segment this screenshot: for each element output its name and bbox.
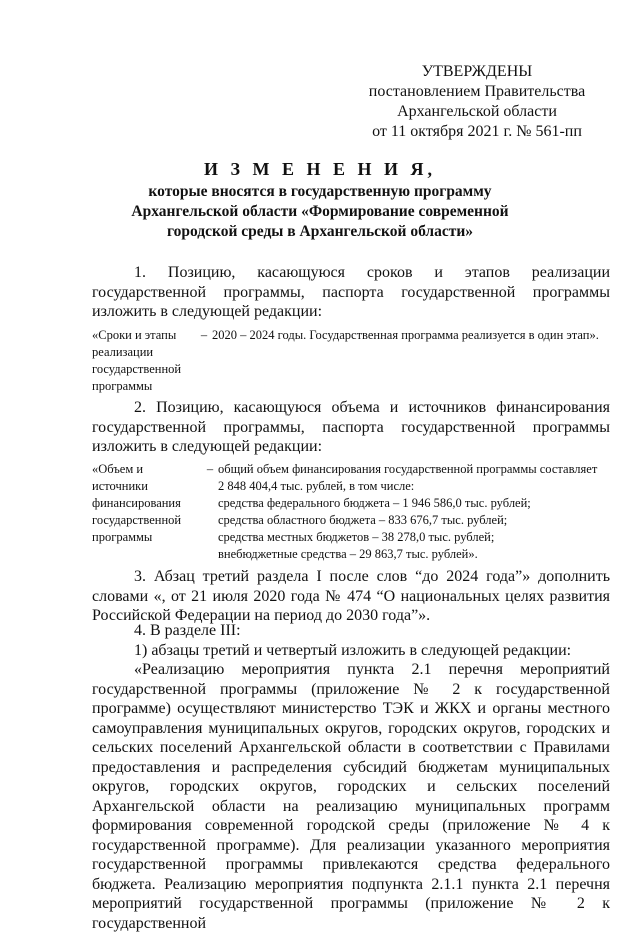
item-3-text: 3. Абзац третий раздела I после слов “до 2024 года”» дополнить словами «, от 21 июля 2020 года № 474 “О национальных целях развития Российской Федерации на период до 2030 года”». [92,568,610,624]
table-label: «Сроки и этапы реализации государственной программы [92,328,182,393]
title-heading: И З М Е Н Е Н И Я, [203,159,436,179]
table-deadlines [92,327,610,395]
item-4-quote: «Реализацию мероприятия пункта 2.1 перечня мероприятий государственной программы (приложение № 2 к государственной программе) осуществляют министерство ТЭК и ЖКХ и органы местного самоуправления муниципальных округов, городских округов, городских и сельских поселений Архангельской области в соответствии с Правилами предоставления и распределения субсидий бюджетам муниципальных округов, городских округов, городских и сельских поселений Архангельской области на реализацию муниципальных программ формирования современной городской среды (приложение № 4 к государственной программе). Для реализации указанного мероприятия государственной программы привлекаются средства федерального бюджета. Реализацию мероприятия подпункта 2.1.1 пункта 2.1 перечня мероприятий государственной программы (приложение № 2 к государственной [92,661,610,932]
table-dash: – [206,462,214,476]
table-value [218,461,610,563]
table-value: 2020 – 2024 годы. Государственная программа реализуется в один этап». [212,328,599,342]
title-line: Архангельской области «Формирование современной [131,203,509,220]
title-line: которые вносятся в государственную программу [148,183,492,200]
item-1-text: 1. Позицию, касающуюся сроков и этапов реализации государственной программы, паспорта государственной программы изложить в следующей редакции: [92,264,610,320]
financing-line: средства местных бюджетов – 38 278,0 тыс. рублей; [218,530,495,544]
item-4-subitem: 1) абзацы третий и четвертый изложить в следующей редакции: [134,641,572,659]
approval-line: постановлением Правительства [368,83,586,100]
approval-line: Архангельской области [397,103,557,120]
item-1-paragraph [92,263,610,322]
item-2-text: 2. Позицию, касающуюся объема и источников финансирования государственной программы, паспорта государственной программы изложить в следующей редакции: [92,399,610,455]
table-row [92,461,610,563]
financing-line: средства областного бюджета – 833 676,7 тыс. рублей; [218,513,508,527]
table-row [92,327,610,395]
financing-line: 2 848 404,4 тыс. рублей, в том числе: [218,479,415,493]
table-dash: – [200,328,208,342]
financing-line: средства федерального бюджета – 1 946 586,0 тыс. рублей; [218,496,531,510]
item-2-paragraph [92,398,610,457]
approval-date: от 11 октября 2021 г. № 561-пп [372,123,582,140]
item-4-heading: 4. В разделе III: [134,622,241,639]
document-title [60,158,580,242]
title-line: городской среды в Архангельской области» [166,223,474,240]
financing-line: внебюджетные средства – 29 863,7 тыс. рублей». [218,547,478,561]
approval-stamp [362,62,592,142]
financing-line: общий объем финансирования государственной программы составляет [218,462,598,476]
item-4-section [92,621,610,933]
table-financing [92,461,610,563]
table-label: «Объем и источники финансирования государственной программы [92,462,182,544]
item-3-paragraph [92,567,610,626]
approval-heading: УТВЕРЖДЕНЫ [421,63,533,80]
